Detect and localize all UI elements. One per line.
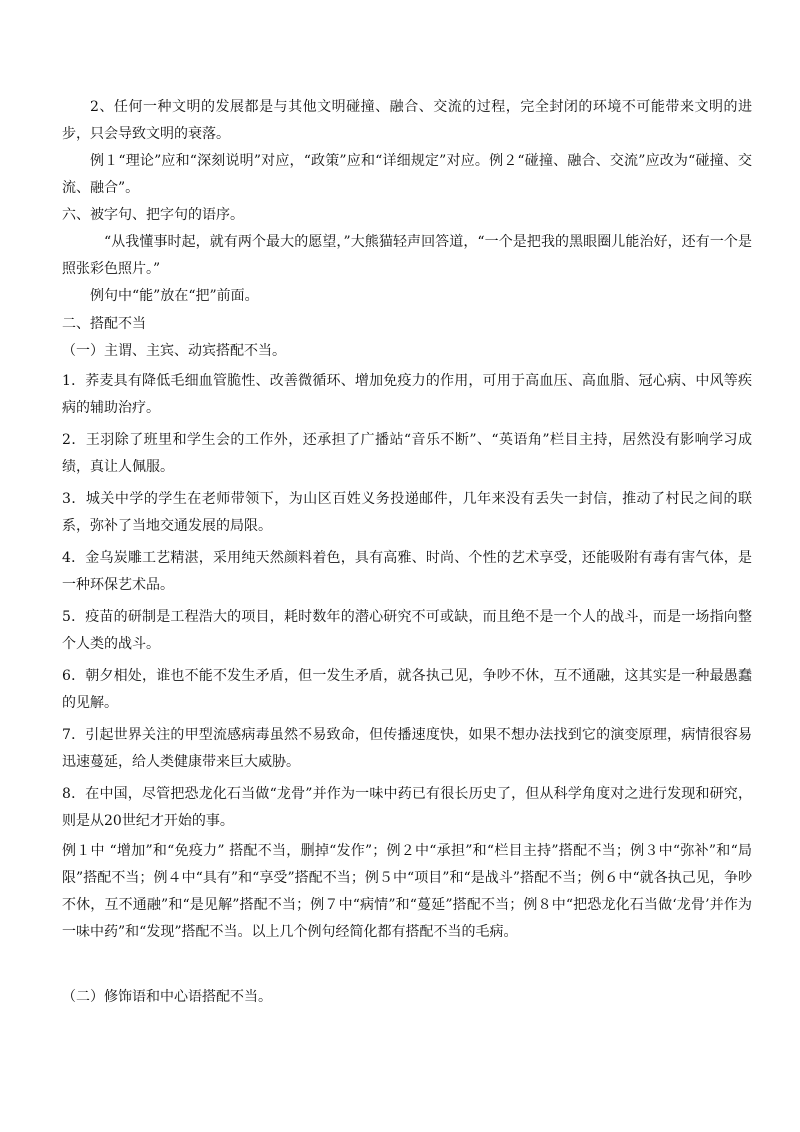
example-item-7: 7．引起世界关注的甲型流感病毒虽然不易致命，但传播速度快，如果不想办法找到它的演变原理，病情很容易迅速蔓延，给人类健康带来巨大威胁。 [62, 727, 752, 770]
section-heading-6: 六、被字句、把字句的语序。 [62, 207, 244, 223]
example-item-5: 5．疫苗的研制是工程浩大的项目，耗时数年的潜心研究不可或缺，而且绝不是一个人的战斗，而是一场指向整个人类的战斗。 [62, 609, 752, 652]
subsection-heading-1: （一）主谓、主宾、动宾搭配不当。 [62, 343, 286, 359]
example-item-2: 2．王羽除了班里和学生会的工作外，还承担了广播站“音乐不断”、“英语角”栏目主持，居然没有影响学习成绩，真让人佩服。 [62, 432, 752, 475]
example-item-6: 6．朝夕相处，谁也不能不发生矛盾，但一发生矛盾，就各执己见，争吵不休，互不通融，这其实是一种最愚蠢的见解。 [62, 668, 752, 711]
paragraph-example-2: 2、任何一种文明的发展都是与其他文明碰撞、融合、交流的过程，完全封闭的环境不可能带来文明的进步，只会导致文明的衰落。 [62, 99, 752, 142]
example-item-1: 1．荞麦具有降低毛细血管脆性、改善微循环、增加免疫力的作用，可用于高血压、高血脂、冠心病、中风等疾病的辅助治疗。 [62, 373, 752, 416]
paragraph-panda-quote: “从我懂事时起，就有两个最大的愿望，”大熊猫轻声回答道，“一个是把我的黑眼圈儿能治好，还有一个是照张彩色照片。” [62, 234, 752, 277]
example-item-4: 4．金乌炭雕工艺精湛，采用纯天然颜料着色，具有高雅、时尚、个性的艺术享受，还能吸附有毒有害气体，是一种环保艺术品。 [62, 550, 752, 593]
paragraph-explanation-collocation: 例１中 “增加”和“免疫力” 搭配不当，删掉“发作”；例２中“承担”和“栏目主持”搭配不当；例３中“弥补”和“局限”搭配不当；例４中“具有”和“享受”搭配不当；例５中“项目”和“是战斗”搭配不当；例６中“就各执己见，争吵不休，互不通融”和“是见解”搭配不当；例７中“病情”和“蔓延”搭配不当；例８中“把恐龙化石当做‘龙骨’并作为一味中药”和“发现”搭配不当。以上几个例句经简化都有搭配不当的毛病。 [62, 843, 752, 940]
paragraph-explanation-1: 例１“理论”应和“深刻说明”对应，“政策”应和“详细规定”对应。例２“碰撞、融合、交流”应改为“碰撞、交流、融合”。 [62, 153, 752, 196]
section-heading-collocation: 二、搭配不当 [62, 316, 146, 332]
example-item-3: 3．城关中学的学生在老师带领下，为山区百姓义务投递邮件，几年来没有丢失一封信，推动了村民之间的联系，弥补了当地交通发展的局限。 [62, 491, 752, 534]
example-item-8: 8．在中国，尽管把恐龙化石当做“龙骨”并作为一味中药已有很长历史了，但从科学角度对之进行发现和研究，则是从20世纪才开始的事。 [62, 786, 752, 829]
subsection-heading-2: （二）修饰语和中心语搭配不当。 [62, 989, 272, 1005]
paragraph-explanation-2: 例句中“能”放在“把”前面。 [90, 288, 259, 304]
